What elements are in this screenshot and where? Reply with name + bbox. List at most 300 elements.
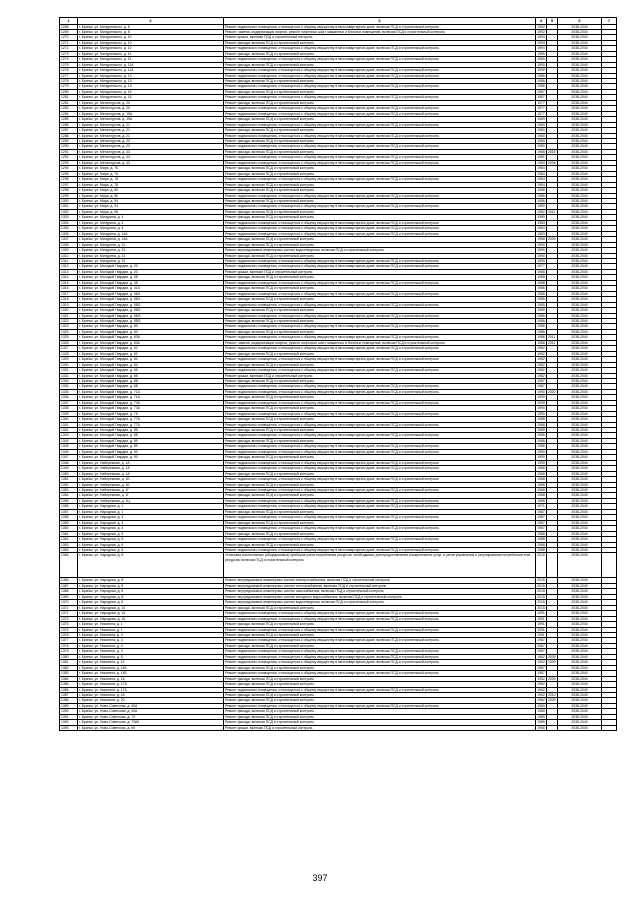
address-cell: г. Брянск, ул. Мира, д. 94 <box>78 199 224 204</box>
planned-period-cell: 2038-2040 <box>558 318 602 323</box>
work-description-cell: Ремонт подвального помещения, относящегося к общему имуществу в многоквартирном доме, включая ПСД и строительный контроль <box>224 68 536 73</box>
row-number-cell: 1331 <box>60 368 78 373</box>
build-year-cell: 1986 <box>537 73 545 78</box>
planned-period-cell: 2038-2040 <box>558 411 602 416</box>
address-cell: г. Брянск, ул. Никитина, д. 14 <box>78 660 224 665</box>
planned-period-cell: 2038-2040 <box>558 177 602 182</box>
build-year-cell: 1988 <box>537 548 545 552</box>
page-number: 397 <box>312 873 328 883</box>
work-description-cell: Ремонт подвального помещения, относящегося к общему имуществу в многоквартирном доме, включая ПСД и строительный контроль <box>224 384 536 389</box>
work-description-cell: Ремонт фасада, включая ПСД и строительный контроль <box>224 455 536 460</box>
build-year-cell: 1968 <box>537 493 545 498</box>
planned-period-cell: 2038-2040 <box>558 611 602 616</box>
planned-period-cell: 2038-2040 <box>558 498 602 503</box>
row-number-cell: 1307 <box>60 237 78 242</box>
address-cell: г. Брянск, ул. Молодой Гвардии, д. 58/1 <box>78 297 224 302</box>
work-description-cell: Ремонт подвального помещения, относящегося к общему имуществу в многоквартирном доме, включая ПСД и строительный контроль <box>224 193 536 198</box>
work-description-cell: Ремонт фасада, включая ПСД и строительный контроль <box>224 520 536 525</box>
row-number-cell: 1271 <box>60 40 78 45</box>
work-description-cell: Ремонт подвального помещения, относящегося к общему имуществу в многоквартирном доме, включая ПСД и строительный контроль <box>224 95 536 100</box>
row-number-cell: 1327 <box>60 346 78 351</box>
build-year-cell: 1990 <box>537 253 545 258</box>
address-cell: г. Брянск, ул. Металлургов, д. 23 <box>78 144 224 149</box>
build-year-cell: 2015 <box>537 583 545 588</box>
address-cell: г. Брянск, ул. Никитина, д. 14Б <box>78 665 224 670</box>
row-number-cell: 1325 <box>60 335 78 340</box>
work-description-cell: Ремонт подвального помещения, относящегося к общему имуществу в многоквартирном доме, включая ПСД и строительный контроль <box>224 703 536 708</box>
build-year-cell: 1983 <box>537 231 545 236</box>
address-cell: г. Брянск, ул. Молодой Гвардии, д. 71А <box>78 395 224 400</box>
address-cell: г. Брянск, ул. Молодой Гвардии, д. 90 <box>78 455 224 460</box>
work-description-cell: Ремонт подвального помещения, относящегося к общему имуществу в многоквартирном доме, включая ПСД и строительный контроль <box>224 46 536 51</box>
row-number-cell: 1347 <box>60 455 78 460</box>
build-year-cell: 1990 <box>537 62 545 67</box>
row-number-cell: 1383 <box>60 671 78 676</box>
address-cell: г. Брянск, ул. Народная, д. 1 <box>78 509 224 514</box>
planned-period-cell: 2038-2040 <box>558 302 602 307</box>
address-cell: г. Брянск, ул. Набережная, д. 1А <box>78 460 224 465</box>
planned-period-cell: 2038-2040 <box>558 373 602 378</box>
work-description-cell: Ремонт фасада, включая ПСД и строительный контроль <box>224 378 536 383</box>
row-number-cell: 1381 <box>60 660 78 665</box>
planned-period-cell: 2038-2040 <box>558 542 602 547</box>
build-year-cell: 1987 <box>537 671 545 676</box>
address-cell: г. Брянск, ул. Ново-Советская, д. 73А6 <box>78 720 224 725</box>
last-repair-year-cell: 2010 <box>548 692 556 697</box>
build-year-cell: 1987 <box>537 526 545 531</box>
address-cell: г. Брянск, ул. Металлургов, д. 19А <box>78 111 224 116</box>
planned-period-cell: 2038-2040 <box>558 62 602 67</box>
build-year-cell: 1991 <box>537 627 545 632</box>
work-description-cell: Ремонт подвального помещения, относящегося к общему имуществу в многоквартирном доме, включая ПСД и строительный контроль <box>224 335 536 340</box>
work-description-cell: Ремонт внутридомовых инженерных систем холодного водоснабжения, включая ПСД и строительный контроль <box>224 594 536 599</box>
build-year-cell: 1984 <box>537 166 545 171</box>
work-description-cell: Ремонт подвального помещения, относящегося к общему имуществу в многоквартирном доме, включая ПСД и строительный контроль <box>224 660 536 665</box>
planned-period-cell: 2038-2040 <box>558 329 602 334</box>
build-year-cell: 1986 <box>537 193 545 198</box>
build-year-cell: 1984 <box>537 177 545 182</box>
build-year-cell: 1980 <box>537 204 545 209</box>
work-description-cell: Ремонт подвального помещения, относящегося к общему имуществу в многоквартирном доме, включая ПСД и строительный контроль <box>224 291 536 296</box>
row-number-cell: 1293 <box>60 160 78 165</box>
planned-period-cell: 2038-2040 <box>558 692 602 697</box>
address-cell: г. Брянск, ул. Никитина, д. 1 <box>78 622 224 627</box>
build-year-cell: 1980 <box>537 703 545 708</box>
build-year-cell: 1965 <box>537 725 545 730</box>
row-number-cell: 1338 <box>60 406 78 411</box>
work-description-cell: Ремонт фасада, включая ПСД и строительный контроль <box>224 188 536 193</box>
work-description-cell: Ремонт подвального помещения, относящегося к общему имуществу в многоквартирном доме, включая ПСД и строительный контроль <box>224 155 536 160</box>
header-col-4: 4 <box>536 18 547 25</box>
address-cell: г. Брянск, ул. Молодой Гвардии, д. 75 <box>78 411 224 416</box>
address-cell: г. Брянск, ул. Мичурина, д. 4 <box>78 220 224 225</box>
work-description-cell: Ремонт подвального помещения, относящегося к общему имуществу в многоквартирном доме, включая ПСД и строительный контроль <box>224 449 536 454</box>
planned-period-cell: 2038-2040 <box>558 417 602 422</box>
build-year-cell: 1989 <box>537 720 545 725</box>
build-year-cell: 1969 <box>537 122 545 127</box>
address-cell: г. Брянск, ул. Набережная, д. 1Б <box>78 477 224 482</box>
address-cell: г. Брянск, ул. Никитина, д. 17А <box>78 682 224 687</box>
row-number-cell: 1333 <box>60 378 78 383</box>
row-number-cell: 1349 <box>60 466 78 471</box>
address-cell: г. Брянск, ул. Молодой Гвардии, д. 60 <box>78 324 224 329</box>
row-number-cell: 1303 <box>60 215 78 220</box>
build-year-cell: 1985 <box>537 433 545 438</box>
row-number-cell: 1285 <box>60 117 78 122</box>
planned-period-cell: 2038-2040 <box>558 548 602 553</box>
build-year-cell: 1989 <box>537 714 545 719</box>
address-cell: г. Брянск, ул. Народная, д. 3 <box>78 520 224 525</box>
work-description-cell: Ремонт подвального помещения, относящегося к общему имуществу в многоквартирном доме, включая ПСД и строительный контроль <box>224 444 536 449</box>
address-cell: г. Брянск, ул. Набережная, д. 1Г <box>78 488 224 493</box>
planned-period-cell: 2038-2040 <box>558 687 602 692</box>
address-cell: г. Брянск, ул. Мичурина, д. 4 <box>78 215 224 220</box>
address-cell: г. Брянск, ул. Молодой Гвардии, д. 90 <box>78 449 224 454</box>
address-cell: г. Брянск, ул. Молодой Гвардии, д. 62 <box>78 351 224 356</box>
header-col-5: 5 <box>547 18 558 25</box>
row-number-cell: 1385 <box>60 682 78 687</box>
row-number-cell: 1297 <box>60 182 78 187</box>
planned-period-cell: 2038-2040 <box>558 578 602 583</box>
build-year-cell: 1980 <box>537 133 545 138</box>
planned-period-cell: 2038-2040 <box>558 477 602 482</box>
address-cell: г. Брянск, ул. Молодой Гвардии, д. 85 <box>78 428 224 433</box>
address-cell: г. Брянск, ул. Мира, д. 96 <box>78 209 224 214</box>
planned-period-cell: 2038-2040 <box>558 654 602 659</box>
planned-period-cell: 2038-2040 <box>558 242 602 247</box>
address-cell: г. Брянск, ул. Мичуринского, д. 15 <box>78 95 224 100</box>
build-year-cell: 2015 <box>537 605 545 610</box>
header-col-7: 7 <box>602 18 617 25</box>
build-year-cell: 1988 <box>537 280 545 285</box>
planned-period-cell: 2038-2040 <box>558 460 602 465</box>
address-cell: г. Брянск, ул. Молодой Гвардии, д. 62 <box>78 346 224 351</box>
work-description-cell: Ремонт крыши, включая ПСД и строительный контроль <box>224 725 536 730</box>
address-cell: г. Брянск, ул. Металлургов, д. 43 <box>78 160 224 165</box>
row-number-cell: 1272 <box>60 46 78 51</box>
build-year-cell: 1986 <box>537 318 545 323</box>
planned-period-cell: 2038-2040 <box>558 703 602 708</box>
build-year-cell: 1994 <box>537 40 545 45</box>
build-year-cell: 1992 <box>537 24 545 29</box>
planned-period-cell: 2038-2040 <box>558 589 602 594</box>
build-year-cell: 1990 <box>537 400 545 405</box>
work-description-cell: Ремонт фасада, включая ПСД и строительный контроль <box>224 676 536 681</box>
planned-period-cell: 2038-2040 <box>558 395 602 400</box>
last-repair-year-cell: 2011 <box>547 340 558 345</box>
last-repair-year-cell: 2009 <box>548 654 556 659</box>
address-cell: г. Брянск, ул. Мичуринского, д. 8 <box>78 29 224 34</box>
build-year-cell: 1988 <box>537 531 545 536</box>
build-year-cell: 2015 <box>536 553 547 578</box>
build-year-cell: 1982 <box>537 682 545 687</box>
planned-period-cell: 2038-2040 <box>558 89 602 94</box>
address-cell: г. Брянск, ул. Мичуринского, д. 11 <box>78 57 224 62</box>
row-number-cell: 1288 <box>60 133 78 138</box>
build-year-cell: 1982 <box>537 373 545 378</box>
planned-period-cell: 2038-2040 <box>558 428 602 433</box>
last-repair-year-cell: 2018 <box>548 149 556 154</box>
build-year-cell: 1990 <box>537 68 545 73</box>
planned-period-cell: 2038-2040 <box>558 553 602 578</box>
row-number-cell: 1315 <box>60 280 78 285</box>
planned-period-cell: 2038-2040 <box>558 57 602 62</box>
planned-period-cell: 2038-2040 <box>558 526 602 531</box>
planned-period-cell: 2038-2040 <box>558 79 602 84</box>
address-cell: г. Брянск, ул. Народная, д. 5 <box>78 526 224 531</box>
row-number-cell: 1296 <box>60 177 78 182</box>
address-cell: г. Брянск, ул. Мира, д. 76 <box>78 166 224 171</box>
row-number-cell: 1346 <box>60 449 78 454</box>
row-number-cell: 1269 <box>60 29 78 34</box>
address-cell: г. Брянск, ул. Мичуринского, д. 10 <box>78 40 224 45</box>
row-number-cell: 1393 <box>60 725 78 730</box>
address-cell: г. Брянск, ул. Металлургов, д. 21 <box>78 128 224 133</box>
address-cell: г. Брянск, ул. Мира, д. 80 <box>78 188 224 193</box>
build-year-cell: 1990 <box>537 449 545 454</box>
address-cell: г. Брянск, ул. Народная, д. 6 <box>78 548 224 553</box>
row-number-cell: 1330 <box>60 362 78 367</box>
row-number-cell: 1370 <box>60 600 78 605</box>
build-year-cell: 1969 <box>537 57 545 62</box>
planned-period-cell: 2038-2040 <box>558 665 602 670</box>
work-description-cell: Ремонт фасада, включая ПСД и строительный контроль <box>224 622 536 627</box>
work-description-cell: Ремонт фасада, включая ПСД и строительный контроль <box>224 720 536 725</box>
planned-period-cell: 2038-2040 <box>558 515 602 520</box>
row-number-cell: 1341 <box>60 422 78 427</box>
address-cell: г. Брянск, ул. Молодой Гвардии, д. 68 <box>78 384 224 389</box>
build-year-cell: 1994 <box>537 35 545 40</box>
build-year-cell: 1971 <box>537 504 545 509</box>
planned-period-cell: 2038-2040 <box>558 682 602 687</box>
work-description-cell: Установка коллективных (общедомовых) приборов учета потребления ресурсов, необходимых для предоставления коммунальных услуг, и узлов управления и регулирования потребления этих ресурсов, включая ПСД и строительный контроль <box>224 553 536 578</box>
row-number-cell: 1309 <box>60 248 78 253</box>
address-cell: г. Брянск, ул. Металлургов, д. 20 <box>78 106 224 111</box>
address-cell: г. Брянск, ул. Набережная, д. 1А <box>78 466 224 471</box>
planned-period-cell: 2038-2040 <box>558 335 602 340</box>
build-year-cell: 1987 <box>537 95 545 100</box>
row-number-cell: 1291 <box>60 149 78 154</box>
row-number-cell: 1355 <box>60 498 78 503</box>
planned-period-cell: 2038-2040 <box>558 324 602 329</box>
work-description-cell: Ремонт фасада, включая ПСД и строительный контроль <box>224 605 536 610</box>
address-cell: г. Брянск, ул. Молодой Гвардии, д. 64 <box>78 362 224 367</box>
work-description-cell: Ремонт фасада, включая ПСД и строительный контроль <box>224 79 536 84</box>
planned-period-cell: 2038-2040 <box>558 622 602 627</box>
address-cell: г. Брянск, ул. Ново-Советская, д. 40А <box>78 709 224 714</box>
work-description-cell: Ремонт фасада, включая ПСД и строительный контроль <box>224 351 536 356</box>
work-description-cell: Ремонт фасада, включая ПСД и строительный контроль <box>224 428 536 433</box>
planned-period-cell: 2038-2040 <box>558 449 602 454</box>
work-description-cell: Ремонт фасада, включая ПСД и строительный контроль <box>224 493 536 498</box>
row-number-cell: 1362 <box>60 537 78 542</box>
row-number-cell: 1286 <box>60 122 78 127</box>
work-description-cell: Ремонт внутридомовых инженерных систем теплоснабжения, включая ПСД и строительный контроль <box>224 583 536 588</box>
work-description-cell: Ремонт подвального помещения, относящегося к общему имуществу в многоквартирном доме, включая ПСД и строительный контроль <box>224 160 536 165</box>
build-year-cell: 1985 <box>537 428 545 433</box>
work-description-cell: Ремонт подвального помещения, относящегося к общему имуществу в многоквартирном доме, включая ПСД и строительный контроль <box>224 357 536 362</box>
row-number-cell: 1313 <box>60 269 78 274</box>
address-cell: г. Брянск, ул. Молодой Гвардии, д. 58/2 <box>78 302 224 307</box>
address-cell: г. Брянск, ул. Мичуринского, д. 10 <box>78 46 224 51</box>
planned-period-cell: 2038-2040 <box>558 362 602 367</box>
work-description-cell: Ремонт подвального помещения, относящегося к общему имуществу в многоквартирном доме, включая ПСД и строительный контроль <box>224 422 536 427</box>
last-repair-year-cell: 2009 <box>548 660 556 665</box>
work-description-cell: Ремонт подвального помещения, относящегося к общему имуществу в многоквартирном доме, включая ПСД и строительный контроль <box>224 302 536 307</box>
row-number-cell: 1340 <box>60 417 78 422</box>
row-number-cell: 1304 <box>60 220 78 225</box>
last-repair-year-cell <box>547 553 558 578</box>
work-description-cell: Ремонт подвального помещения, относящегося к общему имуществу в многоквартирном доме, включая ПСД и строительный контроль <box>224 611 536 616</box>
address-cell: г. Брянск, ул. Металлургов, д. 20 <box>78 100 224 105</box>
row-number-cell: 1380 <box>60 654 78 659</box>
build-year-cell: 1952 <box>537 676 545 681</box>
planned-period-cell: 2038-2040 <box>558 24 602 29</box>
work-description-cell: Ремонт фасада, включая ПСД и строительный контроль <box>224 709 536 714</box>
row-number-cell: 1359 <box>60 520 78 525</box>
work-description-cell: Ремонт фасада, включая ПСД и строительный контроль <box>224 482 536 487</box>
work-description-cell: Ремонт, замена, модернизация лифтов, ремонт лифтовых шахт, машинных и блочных помещений, включая ПСД и строительный контроль <box>224 340 536 345</box>
row-number-cell: 1295 <box>60 171 78 176</box>
work-description-cell: Ремонт внутридомовых инженерных систем водоотведения, включая ПСД и строительный контроль <box>224 600 536 605</box>
work-description-cell: Ремонт подвального помещения, относящегося к общему имуществу в многоквартирном доме, включая ПСД и строительный контроль <box>224 204 536 209</box>
work-description-cell: Ремонт фасада, включая ПСД и строительный контроль <box>224 682 536 687</box>
build-year-cell: 1986 <box>537 335 545 340</box>
address-cell: г. Брянск, ул. Народная, д. 8 <box>78 600 224 605</box>
address-cell: г. Брянск, ул. Молодой Гвардии, д. 58/3 <box>78 318 224 323</box>
row-number-cell: 1388 <box>60 698 78 703</box>
address-cell: г. Брянск, ул. Мичурина, д. 31 <box>78 253 224 258</box>
address-cell: г. Брянск, ул. Набережная, д. 1Ц <box>78 498 224 503</box>
address-cell: г. Брянск, ул. Мичуринского, д. 15 <box>78 89 224 94</box>
row-number-cell: 1283 <box>60 106 78 111</box>
table-row <box>60 553 617 578</box>
address-cell: г. Брянск, ул. Никитина, д. 18 <box>78 692 224 697</box>
address-cell: г. Брянск, ул. Мичурина, д. 14А <box>78 231 224 236</box>
planned-period-cell: 2038-2040 <box>558 509 602 514</box>
planned-period-cell: 2038-2040 <box>558 237 602 242</box>
planned-period-cell: 2038-2040 <box>558 594 602 599</box>
row-number-cell: 1357 <box>60 509 78 514</box>
build-year-cell: 1985 <box>537 302 545 307</box>
build-year-cell: 1968 <box>537 482 545 487</box>
work-description-cell: Ремонт фасада, включая ПСД и строительный контроль <box>224 237 536 242</box>
row-number-cell: 1375 <box>60 627 78 632</box>
address-cell: г. Брянск, ул. Мичурина, д. 31 <box>78 248 224 253</box>
row-number-cell: 1323 <box>60 324 78 329</box>
work-description-cell: Ремонт внутридомовых инженерных систем водоотведения, включая ПСД и строительный контроль <box>224 248 536 253</box>
planned-period-cell: 2038-2040 <box>558 84 602 89</box>
planned-period-cell: 2038-2040 <box>558 215 602 220</box>
planned-period-cell: 2038-2040 <box>558 204 602 209</box>
last-repair-year-cell: 2009 <box>548 676 556 681</box>
build-year-cell: 1991 <box>537 616 545 621</box>
build-year-cell: 1962 <box>537 692 545 697</box>
row-number-cell: 1324 <box>60 329 78 334</box>
address-cell: г. Брянск, ул. Ново-Советская, д. 73 <box>78 714 224 719</box>
row-number-cell: 1361 <box>60 531 78 536</box>
build-year-cell: 1984 <box>537 182 545 187</box>
build-year-cell: 1990 <box>537 395 545 400</box>
planned-period-cell: 2038-2040 <box>558 139 602 144</box>
planned-period-cell: 2038-2040 <box>558 368 602 373</box>
work-description-cell: Ремонт фасада, включая ПСД и строительный контроль <box>224 182 536 187</box>
build-year-cell: 1991 <box>537 632 545 637</box>
row-number-cell: 1278 <box>60 79 78 84</box>
planned-period-cell: 2038-2040 <box>558 144 602 149</box>
row-number-cell: 1389 <box>60 703 78 708</box>
row-number-cell: 1342 <box>60 428 78 433</box>
address-cell: г. Брянск, ул. Металлургов, д. 21 <box>78 122 224 127</box>
address-cell: г. Брянск, ул. Молодой Гвардии, д. 66 <box>78 373 224 378</box>
address-cell: г. Брянск, ул. Никитина, д. 20 <box>78 698 224 703</box>
address-cell: г. Брянск, ул. Молодой Гвардии, д. 77А <box>78 422 224 427</box>
work-description-cell: Ремонт фасада, включая ПСД и строительный контроль <box>224 531 536 536</box>
build-year-cell: 1990 <box>537 258 545 263</box>
planned-period-cell: 2038-2040 <box>558 308 602 313</box>
build-year-cell: 1994 <box>537 46 545 51</box>
address-cell: г. Брянск, ул. Никитина, д. 1 <box>78 627 224 632</box>
work-description-cell: Ремонт подвального помещения, относящегося к общему имуществу в многоквартирном доме, включая ПСД и строительный контроль <box>224 654 536 659</box>
work-description-cell: Ремонт подвального помещения, относящегося к общему имуществу в многоквартирном доме, включая ПСД и строительный контроль <box>224 687 536 692</box>
address-cell: г. Брянск, ул. Молодой Гвардии, д. 85 <box>78 433 224 438</box>
planned-period-cell: 2038-2040 <box>558 422 602 427</box>
planned-period-cell: 2038-2040 <box>558 627 602 632</box>
row-number-cell: 1282 <box>60 100 78 105</box>
row-number-cell: 1279 <box>60 84 78 89</box>
address-cell: г. Брянск, ул. Мичурина, д. 14А <box>78 237 224 242</box>
planned-period-cell: 2038-2040 <box>558 600 602 605</box>
row-number-cell: 1371 <box>60 605 78 610</box>
planned-period-cell: 2038-2040 <box>558 638 602 643</box>
planned-period-cell: 2038-2040 <box>558 35 602 40</box>
address-cell: г. Брянск, ул. Молодой Гвардии, д. 77А <box>78 417 224 422</box>
planned-period-cell: 2038-2040 <box>558 488 602 493</box>
work-description-cell: Ремонт фасада, включая ПСД и строительный контроль <box>224 318 536 323</box>
planned-period-cell: 2038-2040 <box>558 199 602 204</box>
work-description-cell: Ремонт внутридомовых инженерных систем электроснабжения, включая ПСД и строительный контроль <box>224 578 536 583</box>
work-description-cell: Ремонт подвального помещения, относящегося к общему имуществу в многоквартирном доме, включая ПСД и строительный контроль <box>224 226 536 231</box>
build-year-cell: 1986 <box>537 199 545 203</box>
planned-period-cell: 2038-2040 <box>558 73 602 78</box>
row-number-cell: 1332 <box>60 373 78 378</box>
row-number-cell: 1320 <box>60 308 78 313</box>
build-year-cell: 1980 <box>537 144 545 149</box>
build-year-cell: 1982 <box>537 362 545 367</box>
work-description-cell: Ремонт фасада, включая ПСД и строительный контроль <box>224 51 536 56</box>
build-year-cell: 1985 <box>537 291 545 296</box>
work-description-cell: Ремонт подвального помещения, относящегося к общему имуществу в многоквартирном доме, включая ПСД и строительный контроль <box>224 466 536 471</box>
work-description-cell: Ремонт подвального помещения, относящегося к общему имуществу в многоквартирном доме, включая ПСД и строительный контроль <box>224 649 536 654</box>
planned-period-cell: 2038-2040 <box>558 248 602 253</box>
address-cell: г. Брянск, ул. Никитина, д. 14Б <box>78 671 224 676</box>
build-year-cell: 1986 <box>537 286 545 291</box>
work-description-cell: Ремонт фасада, включая ПСД и строительный контроль <box>224 362 536 367</box>
planned-period-cell: 2038-2040 <box>558 671 602 676</box>
work-description-cell: Ремонт подвального помещения, относящегося к общему имуществу в многоквартирном доме, включая ПСД и строительный контроль <box>224 106 536 111</box>
work-description-cell: Ремонт подвального помещения, относящегося к общему имуществу в многоквартирном доме, включая ПСД и строительный контроль <box>224 24 536 29</box>
row-number-cell: 1273 <box>60 51 78 56</box>
planned-period-cell: 2038-2040 <box>558 660 602 665</box>
planned-period-cell: 2038-2040 <box>558 111 602 116</box>
work-description-cell: Ремонт фасада, включая ПСД и строительный контроль <box>224 275 536 280</box>
address-cell: г. Брянск, ул. Набережная, д. 1Г <box>78 493 224 498</box>
address-cell: г. Брянск, ул. Народная, д. 1 <box>78 504 224 509</box>
planned-period-cell: 2038-2040 <box>558 46 602 51</box>
row-number-cell: 1334 <box>60 384 78 389</box>
build-year-cell: 1986 <box>537 313 545 318</box>
row-number-cell: 1306 <box>60 231 78 236</box>
